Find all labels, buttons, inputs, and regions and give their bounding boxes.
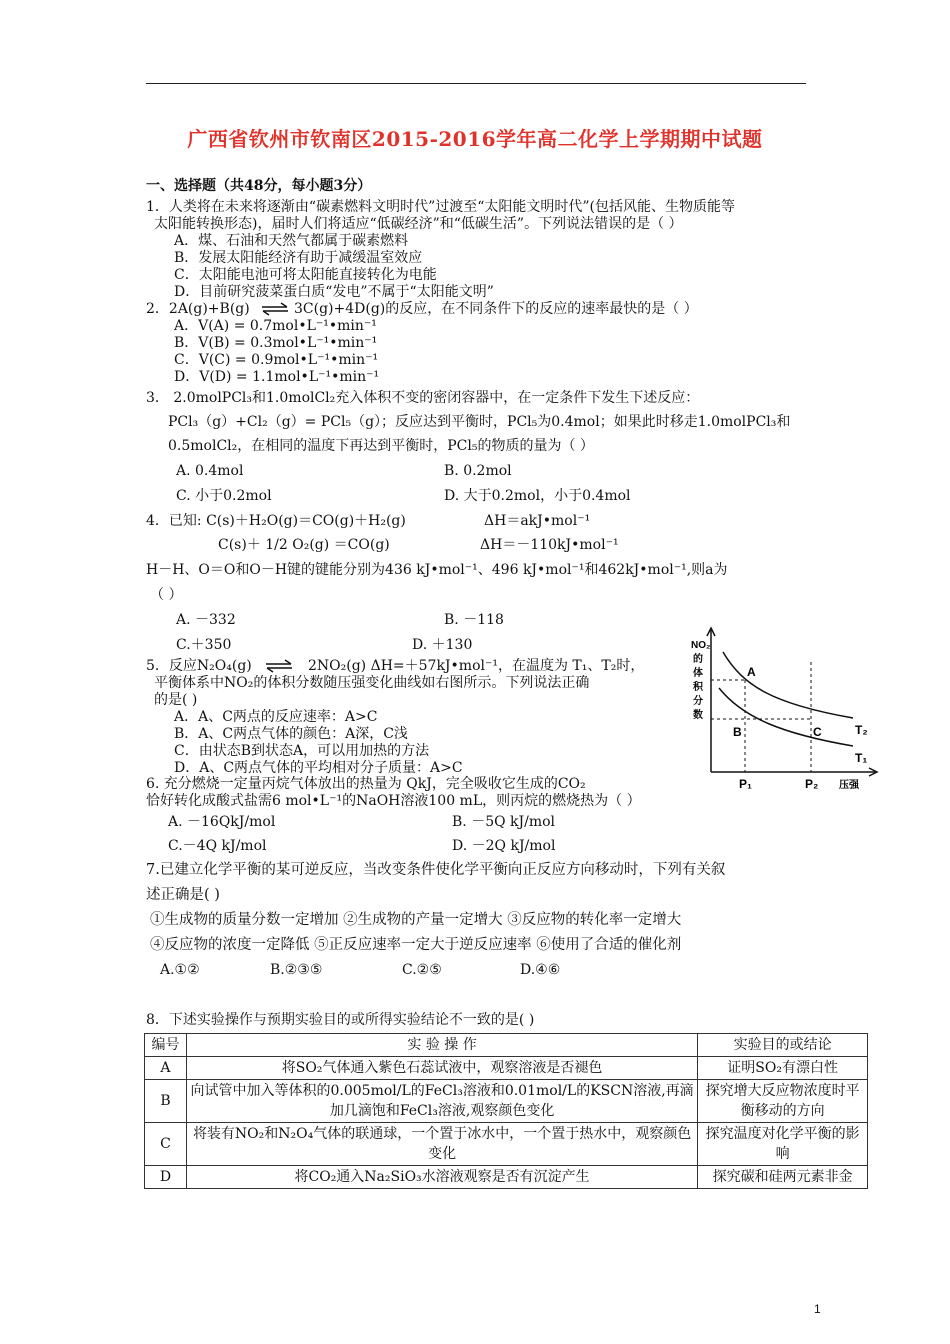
table-row <box>145 1166 868 1189</box>
q6-option-c: C.－4Q kJ/mol <box>168 838 267 854</box>
svg-text:体: 体 <box>693 668 703 679</box>
curve-t2-label: T₂ <box>855 723 868 737</box>
q3-option-b: B. 0.2mol <box>444 463 512 479</box>
q4-line-3: H－H、O＝O和O－H键的键能分别为436 kJ•mol⁻¹、496 kJ•mol⁻¹和462kJ•mol⁻¹,则a为 <box>146 562 728 578</box>
q1-stem-1: 1．人类将在未来将逐渐由“碳素燃料文明时代”过渡至“太阳能文明时代”(包括风能、生物质能等 <box>146 199 735 215</box>
q7-option-d: D.④⑥ <box>520 962 561 978</box>
q4-option-b: B. －118 <box>444 612 504 628</box>
p1-label: P₁ <box>739 777 752 791</box>
q5-line-2: 平衡体系中NO₂的体积分数随压强变化曲线如右图所示。下列说法正确 <box>154 675 590 691</box>
q5-option-c: C．由状态B到状态A，可以用加热的方法 <box>174 743 430 759</box>
page-title: 广西省钦州市钦南区2015-2016学年高二化学上学期期中试题 <box>187 127 763 151</box>
point-b-label: B <box>733 725 742 739</box>
q1-stem-2: 太阳能转换形态)，届时人们将适应“低碳经济”和“低碳生活”。下列说法错误的是（ ） <box>154 216 683 232</box>
header-purpose: 实验目的或结论 <box>698 1034 868 1057</box>
q3-line-2: PCl₃（g）+Cl₂（g）= PCl₅（g）；反应达到平衡时，PCl₅为0.4mol；如果此时移走1.0molPCl₃和 <box>168 414 791 430</box>
x-axis-label: 压强 <box>839 780 859 791</box>
q4-line-4: （ ） <box>150 587 183 603</box>
q5-graph <box>683 622 883 794</box>
q5-line-1b: 2NO₂(g) ΔH=＋57kJ•mol⁻¹，在温度为 T₁、T₂时， <box>308 658 645 674</box>
q2-option-c: C．V(C) = 0.9mol•L⁻¹•min⁻¹ <box>174 352 379 368</box>
q5-line-3: 的是( ) <box>154 692 198 708</box>
equilibrium-arrow-icon <box>264 658 294 674</box>
q6-option-b: B. －5Q kJ/mol <box>452 814 556 830</box>
table-header-row <box>145 1034 868 1057</box>
q5-line-1a: 5．反应N₂O₄(g) <box>146 658 252 674</box>
q3-option-d: D. 大于0.2mol，小于0.4mol <box>444 488 631 504</box>
q6-line-2: 恰好转化成酸式盐需6 mol•L⁻¹的NaOH溶液100 mL，则丙烷的燃烧热为（ ） <box>146 793 641 809</box>
point-c-label: C <box>813 725 822 739</box>
q7-option-c: C.②⑤ <box>402 962 442 978</box>
q2-option-d: D．V(D) = 1.1mol•L⁻¹•min⁻¹ <box>174 369 380 385</box>
q7-line-4: ④反应物的浓度一定降低 ⑤正反应速率一定大于逆反应速率 ⑥使用了合适的催化剂 <box>150 937 682 953</box>
curve-t1-label: T₁ <box>855 751 868 765</box>
point-a-label: A <box>747 665 756 679</box>
row-label: A <box>145 1057 187 1080</box>
q2-option-a: A．V(A) = 0.7mol•L⁻¹•min⁻¹ <box>174 318 377 334</box>
header-operation: 实 验 操 作 <box>186 1034 697 1057</box>
q1-option-c: C．太阳能电池可将太阳能直接转化为电能 <box>174 267 437 283</box>
row-purpose: 探究碳和硅两元素非金 <box>698 1166 868 1189</box>
equilibrium-arrow-icon <box>260 301 290 317</box>
row-operation: 将CO₂通入Na₂SiO₃水溶液观察是否有沉淀产生 <box>186 1166 697 1189</box>
q4-line-2b: ΔH＝－110kJ•mol⁻¹ <box>480 537 619 553</box>
row-label: D <box>145 1166 187 1189</box>
header-number: 编号 <box>145 1034 187 1057</box>
q1-option-b: B．发展太阳能经济有助于减缓温室效应 <box>174 250 423 266</box>
table-row <box>145 1123 868 1166</box>
header-rule <box>146 83 806 84</box>
row-label: C <box>145 1123 187 1166</box>
svg-text:积: 积 <box>693 682 703 693</box>
table-row <box>145 1057 868 1080</box>
q4-line-1a: 4．已知: C(s)＋H₂O(g)＝CO(g)＋H₂(g) <box>146 513 406 529</box>
q6-option-d: D. －2Q kJ/mol <box>452 838 556 854</box>
q5-option-d: D．A、C两点气体的平均相对分子质量：A>C <box>174 760 463 776</box>
page-number: 1 <box>814 1302 821 1316</box>
q6-option-a: A. －16QkJ/mol <box>168 814 276 830</box>
q4-option-c: C.＋350 <box>176 637 232 653</box>
q1-option-d: D．目前研究菠菜蛋白质“发电”不属于“太阳能文明” <box>174 284 494 300</box>
q4-option-d: D. ＋130 <box>412 637 473 653</box>
q6-line-1: 6. 充分燃烧一定量丙烷气体放出的热量为 QkJ，完全吸收它生成的CO₂ <box>146 776 586 792</box>
table-row <box>145 1080 868 1123</box>
experiment-table <box>144 1033 868 1189</box>
q7-line-2: 述正确是( ) <box>146 887 220 903</box>
svg-text:NO₂: NO₂ <box>691 640 711 651</box>
q3-option-a: A. 0.4mol <box>176 463 244 479</box>
q7-line-3: ①生成物的质量分数一定增加 ②生成物的产量一定增大 ③反应物的转化率一定增大 <box>150 912 682 928</box>
q3-line-1: 3． 2.0molPCl₃和1.0molCl₂充入体积不变的密闭容器中，在一定条件下发生下述反应： <box>146 390 700 406</box>
q2-stem-a: 2．2A(g)+B(g) <box>146 301 250 317</box>
q8-stem: 8．下述实验操作与预期实验目的或所得实验结论不一致的是( ) <box>146 1012 535 1028</box>
q7-option-a: A.①② <box>160 962 200 978</box>
row-purpose: 证明SO₂有漂白性 <box>698 1057 868 1080</box>
row-operation: 将SO₂气体通入紫色石蕊试液中，观察溶液是否褪色 <box>186 1057 697 1080</box>
section-heading: 一、选择题（共48分，每小题3分） <box>146 178 372 194</box>
q4-line-1b: ΔH＝akJ•mol⁻¹ <box>484 513 591 529</box>
q7-line-1: 7.已建立化学平衡的某可逆反应，当改变条件使化学平衡向正反应方向移动时，下列有关叙 <box>146 862 726 878</box>
q5-option-b: B．A、C两点气体的颜色：A深，C浅 <box>174 726 408 742</box>
q7-option-b: B.②③⑤ <box>270 962 323 978</box>
p2-label: P₂ <box>805 777 819 791</box>
q2-stem-b: 3C(g)+4D(g)的反应，在不同条件下的反应的速率最快的是（ ） <box>294 301 698 317</box>
q4-line-2a: C(s)＋ 1/2 O₂(g) ＝CO(g) <box>218 537 390 553</box>
y-axis-label <box>691 640 710 721</box>
row-operation: 将装有NO₂和N₂O₄气体的联通球，一个置于冰水中，一个置于热水中，观察颜色变化 <box>186 1123 697 1166</box>
svg-text:的: 的 <box>693 654 703 665</box>
q3-option-c: C. 小于0.2mol <box>176 488 272 504</box>
q2-option-b: B．V(B) = 0.3mol•L⁻¹•min⁻¹ <box>174 335 378 351</box>
row-purpose: 探究温度对化学平衡的影响 <box>698 1123 868 1166</box>
q5-option-a: A．A、C两点的反应速率：A>C <box>174 709 378 725</box>
svg-text:数: 数 <box>693 710 703 721</box>
q4-option-a: A. －332 <box>176 612 236 628</box>
curve-t2 <box>723 652 853 718</box>
q1-option-a: A．煤、石油和天然气都属于碳素燃料 <box>174 233 409 249</box>
svg-text:分: 分 <box>693 696 703 707</box>
row-label: B <box>145 1080 187 1123</box>
row-purpose: 探究增大反应物浓度时平衡移动的方向 <box>698 1080 868 1123</box>
q3-line-3: 0.5molCl₂，在相同的温度下再达到平衡时，PCl₅的物质的量为（ ） <box>168 438 594 454</box>
row-operation: 向试管中加入等体积的0.005mol/L的FeCl₃溶液和0.01mol/L的KSCN溶液,再滴加几滴饱和FeCl₃溶液,观察颜色变化 <box>186 1080 697 1123</box>
